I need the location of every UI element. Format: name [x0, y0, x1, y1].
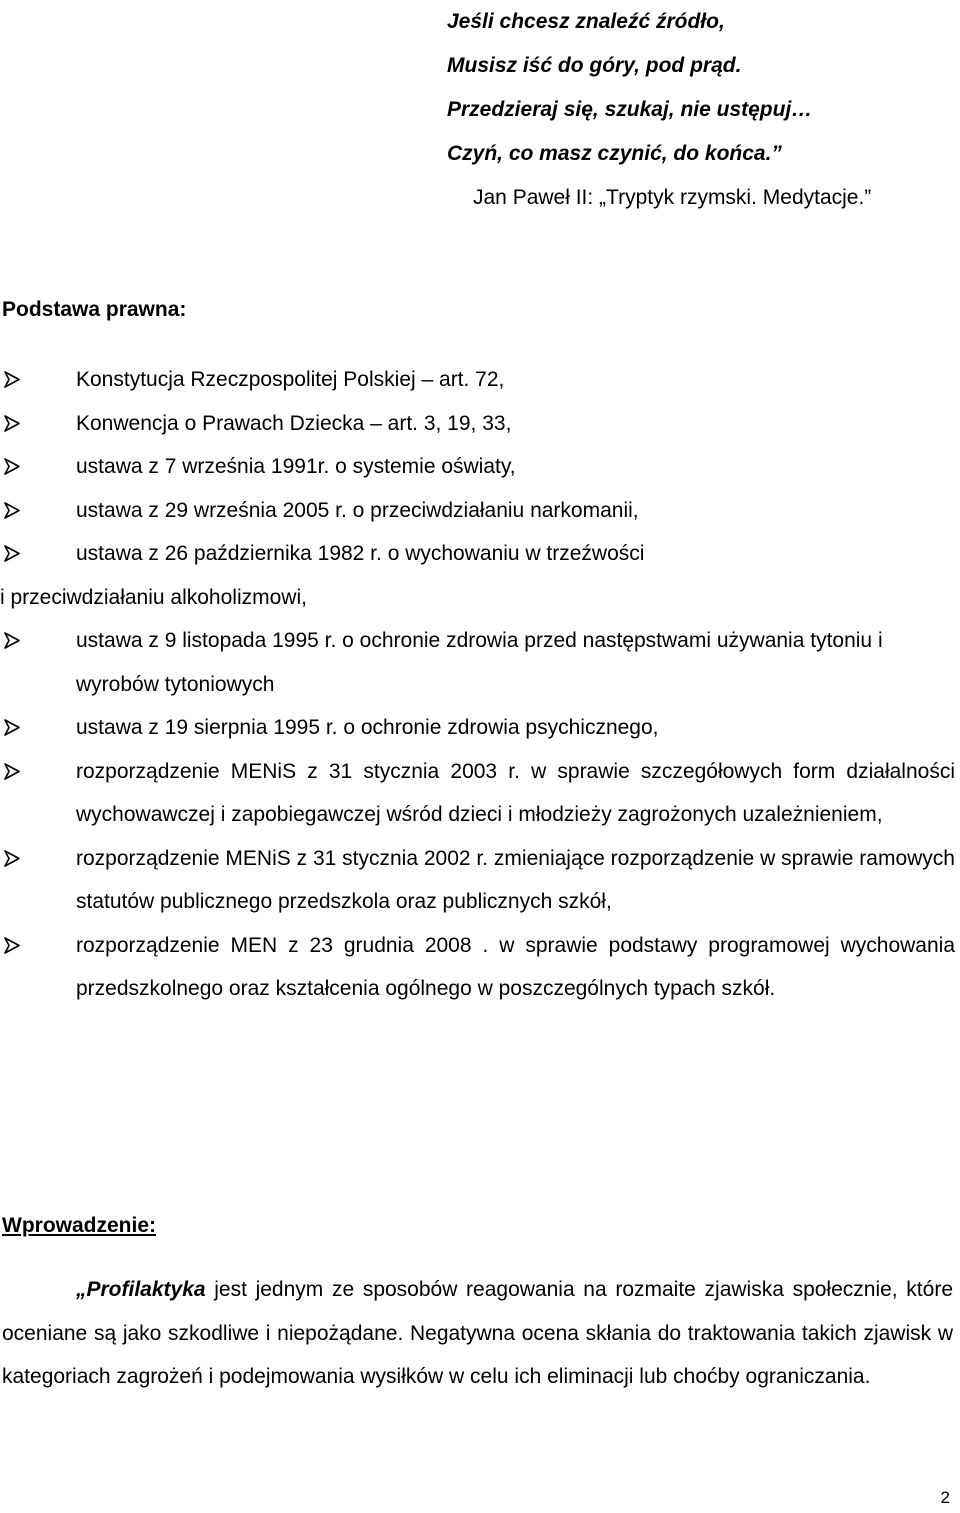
motto-line: Czyń, co masz czynić, do końca.”: [447, 142, 782, 165]
introduction-text: jest jednym ze sposobów reagowania na rozmaite zjawiska społecznie, które oceniane są jako szkodliwe i niepożądane. Negatywna ocena skłania do traktowania takich zjawisk w kategoriach zagrożeń i podejmowania wysiłków w celu ich eliminacji lub choćby ograniczania.: [2, 1278, 953, 1388]
legal-item-text: ustawa z 29 września 2005 r. o przeciwdziałaniu narkomanii,: [76, 498, 639, 522]
legal-item-text: rozporządzenie MENiS z 31 stycznia 2002 r. zmieniające rozporządzenie w sprawie ramowych statutów publicznego przedszkola oraz publicznych szkół,: [76, 846, 955, 913]
arrowhead-bullet-icon: [4, 371, 20, 388]
legal-item-text: ustawa z 7 września 1991r. o systemie oświaty,: [76, 455, 516, 478]
legal-item-text: ustawa z 9 listopada 1995 r. o ochronie zdrowia przed następstwami używania tytoniu i wyrobów tytoniowych: [76, 629, 883, 696]
arrowhead-bullet-icon: [4, 502, 20, 519]
arrowhead-bullet-icon: [4, 937, 20, 954]
arrowhead-bullet-icon: [4, 719, 20, 736]
arrowhead-bullet-icon: [4, 458, 20, 475]
legal-item-text: Konstytucja Rzeczpospolitej Polskiej – art. 72,: [76, 368, 505, 391]
list-item: [0, 619, 955, 706]
motto-line: Musisz iść do góry, pod prąd.: [447, 54, 742, 77]
legal-item-text: rozporządzenie MENiS z 31 stycznia 2003 r. w sprawie szczegółowych form działalności wychowawczej i zapobiegawczej wśród dzieci i młodzieży zagrożonych uzależnieniem,: [76, 759, 955, 826]
arrowhead-bullet-icon: [4, 545, 20, 562]
list-item: [0, 358, 955, 402]
list-item: [0, 445, 955, 489]
motto-line: Jeśli chcesz znaleźć źródło,: [447, 10, 725, 33]
list-item: [0, 837, 955, 924]
arrowhead-bullet-icon: [4, 850, 20, 867]
list-item: [0, 706, 955, 750]
legal-item-text: ustawa z 19 sierpnia 1995 r. o ochronie zdrowia psychicznego,: [76, 716, 659, 739]
key-term: „Profilaktyka: [76, 1278, 206, 1301]
arrowhead-bullet-icon: [4, 763, 20, 780]
introduction-paragraph: [2, 1268, 953, 1399]
arrowhead-bullet-icon: [4, 415, 20, 432]
list-item: [0, 750, 955, 837]
motto-quote: [447, 0, 871, 220]
legal-item-text-continuation: i przeciwdziałaniu alkoholizmowi,: [0, 585, 307, 609]
legal-item-text: rozporządzenie MEN z 23 grudnia 2008 . w sprawie podstawy programowej wychowania przedszkolnego oraz kształcenia ogólnego w poszczególnych typach szkół.: [76, 933, 955, 1000]
list-item: [0, 532, 955, 619]
introduction-heading: Wprowadzenie:: [2, 1214, 157, 1237]
legal-basis-heading: Podstawa prawna:: [2, 298, 187, 321]
list-item: [0, 489, 955, 533]
arrowhead-bullet-icon: [4, 632, 20, 649]
motto-line: Przedzieraj się, szukaj, nie ustępuj…: [447, 98, 813, 121]
motto-source: Jan Paweł II: „Tryptyk rzymski. Medytacje.”: [473, 186, 872, 209]
legal-item-text: Konwencja o Prawach Dziecka – art. 3, 19, 33,: [76, 411, 512, 435]
list-item: [0, 924, 955, 1011]
legal-basis-list: [0, 358, 955, 1011]
list-item: [0, 402, 955, 446]
legal-item-text: ustawa z 26 października 1982 r. o wychowaniu w trzeźwości: [76, 542, 645, 565]
page-number: 2: [940, 1488, 950, 1507]
